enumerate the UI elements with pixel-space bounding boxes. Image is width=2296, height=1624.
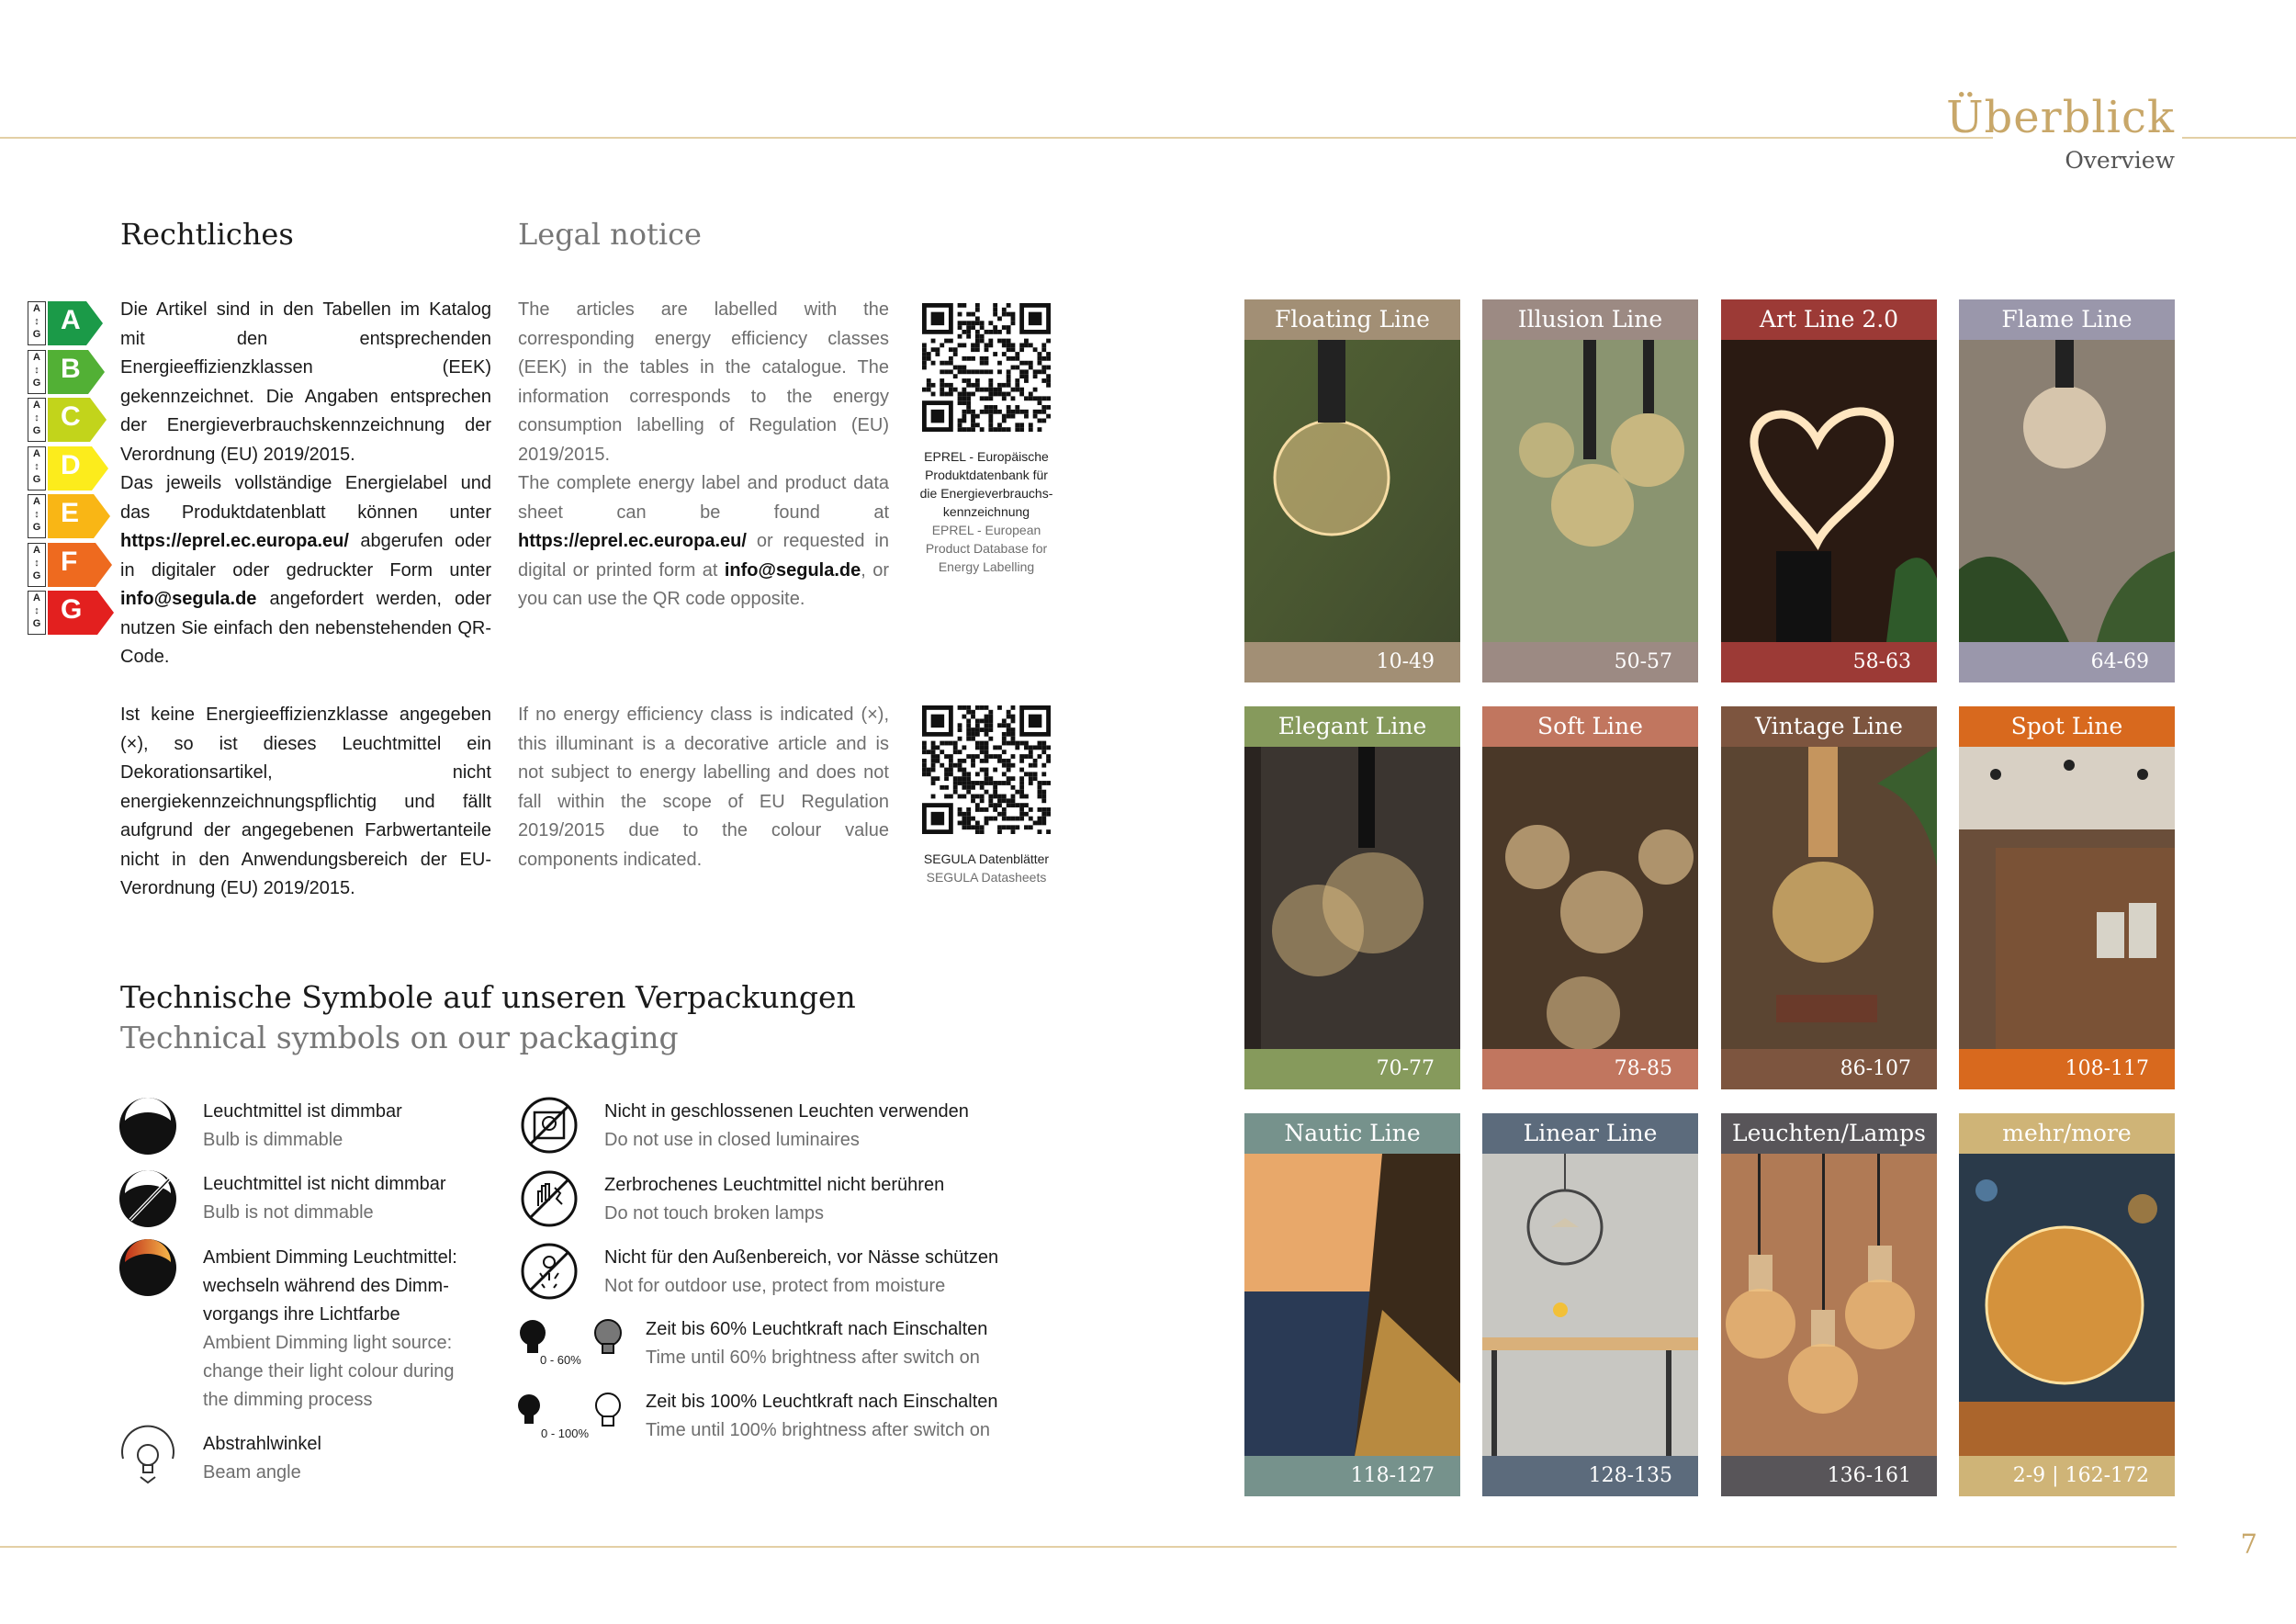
product-line-photo xyxy=(1959,340,2175,642)
no-closed-luminaires-label-de: Nicht in geschlossenen Leuchten verwenden xyxy=(604,1101,969,1122)
product-line-photo xyxy=(1482,1154,1698,1456)
energy-class-range-arrow-icon: ↕ xyxy=(34,460,39,472)
product-line-title: mehr/more xyxy=(1959,1113,2175,1154)
energy-class-range-bottom: G xyxy=(32,473,41,485)
energy-class-arrow-icon xyxy=(48,494,114,538)
product-line-title: Linear Line xyxy=(1482,1113,1698,1154)
legal-de-p2-c: angefordert werden, oder nutzen Sie einfach den nebenstehenden QR-Code. xyxy=(120,589,491,667)
ambient-de-line: vorgangs ihre Lichtfarbe xyxy=(203,1304,400,1325)
page-subtitle: Overview xyxy=(2065,147,2175,174)
product-line-photo xyxy=(1959,747,2175,1049)
product-line-photo xyxy=(1244,1154,1460,1456)
energy-class-letter: E xyxy=(61,498,80,528)
symbols-title-de: Technische Symbole auf unseren Verpackungen xyxy=(120,979,856,1015)
energy-class-range-arrow-icon: ↕ xyxy=(34,316,39,327)
product-line-pages: 70-77 xyxy=(1244,1049,1460,1089)
email-link-de[interactable]: info@segula.de xyxy=(120,589,257,609)
ambient-en-line: the dimming process xyxy=(203,1390,373,1410)
ambient-en-line: Ambient Dimming light source: xyxy=(203,1333,453,1353)
energy-class-range-top: A xyxy=(33,496,40,507)
energy-class-arrow-icon xyxy=(48,350,114,394)
product-line-pages: 118-127 xyxy=(1244,1456,1460,1496)
not-dimmable-icon xyxy=(118,1168,178,1229)
product-line-tile[interactable] xyxy=(1482,299,1698,682)
product-line-photo xyxy=(1482,340,1698,642)
energy-class-f xyxy=(28,543,114,587)
product-line-title: Illusion Line xyxy=(1482,299,1698,340)
beam-angle-icon xyxy=(116,1422,180,1486)
energy-class-range-top: A xyxy=(33,592,40,603)
product-line-pages: 128-135 xyxy=(1482,1456,1698,1496)
energy-class-arrow-icon xyxy=(48,446,114,491)
energy-class-range-arrow-icon: ↕ xyxy=(34,364,39,376)
energy-class-c xyxy=(28,398,114,442)
product-line-title: Flame Line xyxy=(1959,299,2175,340)
product-line-title: Elegant Line xyxy=(1244,706,1460,747)
energy-class-range-box xyxy=(28,301,46,345)
product-line-pages: 2-9 | 162-172 xyxy=(1959,1456,2175,1496)
segula-qr-caption xyxy=(915,850,1058,886)
energy-class-letter: D xyxy=(61,449,81,480)
product-line-tile[interactable] xyxy=(1482,1113,1698,1496)
eprel-qr-caption-en: EPREL - European Product Database for Energy Labelling xyxy=(925,523,1048,574)
beam-angle-label-de: Abstrahlwinkel xyxy=(203,1434,321,1454)
warmup-100-label-en: Time until 100% brightness after switch on xyxy=(646,1420,990,1440)
legal-de-p2-b: abgerufen oder in digitaler oder gedruckter Form unter xyxy=(120,531,491,581)
energy-class-range-bottom: G xyxy=(32,618,41,629)
legal-en-p2-b: or requested in digital or printed form at xyxy=(518,531,890,581)
energy-class-range-arrow-icon: ↕ xyxy=(34,605,39,616)
energy-class-range-bottom: G xyxy=(32,570,41,581)
energy-class-letter: G xyxy=(61,594,83,625)
product-line-title: Floating Line xyxy=(1244,299,1460,340)
product-line-tile[interactable] xyxy=(1721,299,1937,682)
no-outdoor-label-en: Not for outdoor use, protect from moisture xyxy=(604,1276,946,1296)
segula-qr-caption-de: SEGULA Datenblätter xyxy=(923,851,1050,866)
warmup-100-label-de: Zeit bis 100% Leuchtkraft nach Einschalten xyxy=(646,1392,998,1412)
legal-de-paragraph-1: Die Artikel sind in den Tabellen im Katalog mit den entsprechenden Energieeffizienzklassen (EEK) gekennzeichnet. Die Angaben entsprechen der Energieverbrauchskennzeichnung der Verordnung (EU) 2019/2015. xyxy=(120,299,491,465)
energy-class-range-arrow-icon: ↕ xyxy=(34,412,39,423)
dimmable-label-en: Bulb is dimmable xyxy=(203,1130,343,1150)
product-line-pages: 58-63 xyxy=(1721,642,1937,682)
dimmable-label-de: Leuchtmittel ist dimmbar xyxy=(203,1101,402,1122)
product-line-photo xyxy=(1959,1154,2175,1456)
product-line-title: Nautic Line xyxy=(1244,1113,1460,1154)
page-number: 7 xyxy=(2240,1528,2257,1560)
energy-class-arrow-icon xyxy=(48,301,114,345)
header-rule xyxy=(0,137,1993,139)
ambient-dimming-icon xyxy=(118,1237,178,1298)
warmup-100-badge: 0 - 100% xyxy=(541,1427,590,1440)
legal-de-p2-a: Das jeweils vollständige Energielabel und das Produktdatenblatt können unter xyxy=(120,473,491,523)
legal-title-en: Legal notice xyxy=(518,217,702,252)
product-line-photo xyxy=(1721,1154,1937,1456)
product-line-pages: 86-107 xyxy=(1721,1049,1937,1089)
energy-class-e xyxy=(28,494,114,538)
legal-en-paragraph-2 xyxy=(518,469,889,615)
ambient-dimming-label-de xyxy=(203,1244,457,1329)
product-line-photo xyxy=(1482,747,1698,1049)
eprel-qr-caption-de: EPREL - Europäische Produktdatenbank für die Energieverbrauchs-kennzeichnung xyxy=(919,449,1053,519)
product-line-title: Leuchten/Lamps xyxy=(1721,1113,1937,1154)
segula-qr-code[interactable] xyxy=(922,705,1051,834)
product-line-tile[interactable] xyxy=(1959,1113,2175,1496)
product-line-pages: 10-49 xyxy=(1244,642,1460,682)
product-line-tile[interactable] xyxy=(1244,706,1460,1089)
eprel-qr-caption xyxy=(915,447,1058,576)
no-outdoor-icon xyxy=(520,1242,579,1301)
product-line-pages: 136-161 xyxy=(1721,1456,1937,1496)
legal-de-paragraph-2 xyxy=(120,469,491,672)
energy-class-letter: F xyxy=(61,546,78,577)
energy-class-range-arrow-icon: ↕ xyxy=(34,509,39,520)
energy-class-letter: B xyxy=(61,353,81,384)
energy-class-range-box xyxy=(28,494,46,538)
energy-class-range-top: A xyxy=(33,303,40,314)
ambient-de-line: wechseln während des Dimm- xyxy=(203,1276,449,1296)
energy-class-range-bottom: G xyxy=(32,522,41,533)
energy-class-range-top: A xyxy=(33,544,40,556)
ambient-dimming-label-en xyxy=(203,1329,455,1415)
no-touch-broken-label-de: Zerbrochenes Leuchtmittel nicht berühren xyxy=(604,1175,945,1195)
product-line-pages: 64-69 xyxy=(1959,642,2175,682)
product-line-tile[interactable] xyxy=(1244,299,1460,682)
legal-en-p2-c: , or you can use the QR code opposite. xyxy=(518,559,889,609)
symbols-title-en: Technical symbols on our packaging xyxy=(120,1020,679,1055)
no-touch-broken-label-en: Do not touch broken lamps xyxy=(604,1203,825,1224)
energy-class-range-bottom: G xyxy=(32,425,41,436)
energy-class-range-bottom: G xyxy=(32,329,41,340)
energy-class-range-top: A xyxy=(33,351,40,363)
product-line-photo xyxy=(1721,340,1937,642)
energy-class-letter: C xyxy=(61,401,81,432)
no-closed-luminaires-label-en: Do not use in closed luminaires xyxy=(604,1130,860,1150)
product-line-photo xyxy=(1244,747,1460,1049)
legal-en-paragraph-1: The articles are labelled with the corresponding energy efficiency classes (EEK) in the tables in the catalogue. The information corresponds to the energy consumption labelling of Regulation (EU) 2019/2015. xyxy=(518,299,889,465)
energy-class-range-box xyxy=(28,350,46,394)
no-outdoor-label-de: Nicht für den Außenbereich, vor Nässe schützen xyxy=(604,1247,999,1268)
product-line-pages: 50-57 xyxy=(1482,642,1698,682)
energy-class-b xyxy=(28,350,114,394)
segula-qr-caption-en: SEGULA Datasheets xyxy=(926,870,1047,885)
not-dimmable-label-en: Bulb is not dimmable xyxy=(203,1202,374,1223)
product-line-tile[interactable] xyxy=(1721,1113,1937,1496)
product-line-title: Art Line 2.0 xyxy=(1721,299,1937,340)
energy-class-g xyxy=(28,591,114,635)
ambient-en-line: change their light colour during xyxy=(203,1361,455,1382)
legal-title-de: Rechtliches xyxy=(120,217,294,252)
energy-class-range-box xyxy=(28,398,46,442)
energy-class-range-arrow-icon: ↕ xyxy=(34,557,39,569)
product-line-photo xyxy=(1721,747,1937,1049)
energy-class-range-box xyxy=(28,543,46,587)
energy-class-d xyxy=(28,446,114,491)
product-line-tile[interactable] xyxy=(1959,706,2175,1089)
header-rule-right xyxy=(2182,137,2296,139)
product-line-tile[interactable] xyxy=(1244,1113,1460,1496)
product-line-photo xyxy=(1244,340,1460,642)
energy-class-arrow-icon xyxy=(48,398,114,442)
product-line-tile[interactable] xyxy=(1482,706,1698,1089)
eprel-qr-code[interactable] xyxy=(922,303,1051,432)
energy-class-range-box xyxy=(28,591,46,635)
email-link-en[interactable]: info@segula.de xyxy=(724,559,861,581)
dimmable-icon xyxy=(118,1096,178,1156)
legal-en-p2-a: The complete energy label and product data sheet can be found at xyxy=(518,473,889,523)
energy-class-range-box xyxy=(28,446,46,491)
ambient-de-line: Ambient Dimming Leuchtmittel: xyxy=(203,1247,457,1268)
legal-en-paragraph-3: If no energy efficiency class is indicated (×), this illuminant is a decorative article and is not subject to energy labelling and does not fall within the scope of EU Regulation 2019/2015 due to the colour value components indicated. xyxy=(518,705,889,870)
not-dimmable-label-de: Leuchtmittel ist nicht dimmbar xyxy=(203,1174,446,1194)
product-line-title: Vintage Line xyxy=(1721,706,1937,747)
eprel-link-en[interactable]: https://eprel.ec.europa.eu/ xyxy=(518,531,747,551)
warmup-60-badge: 0 - 60% xyxy=(540,1353,581,1367)
product-line-title: Spot Line xyxy=(1959,706,2175,747)
legal-de-paragraph-3: Ist keine Energieeffizienzklasse angegeben (×), so ist dieses Leuchtmittel ein Dekorationsartikel, nicht energiekennzeichnungspflichtig und fällt aufgrund der angegebenen Farbwertanteile nicht in den Anwendungsbereich der EU-Verordnung (EU) 2019/2015. xyxy=(120,705,491,898)
product-line-title: Soft Line xyxy=(1482,706,1698,747)
warmup-60-label-en: Time until 60% brightness after switch on xyxy=(646,1348,980,1368)
warmup-60-label-de: Zeit bis 60% Leuchtkraft nach Einschalten xyxy=(646,1319,988,1339)
product-line-pages: 78-85 xyxy=(1482,1049,1698,1089)
eprel-link-de[interactable]: https://eprel.ec.europa.eu/ xyxy=(120,531,349,551)
product-line-pages: 108-117 xyxy=(1959,1049,2175,1089)
beam-angle-label-en: Beam angle xyxy=(203,1462,301,1483)
energy-class-range-top: A xyxy=(33,400,40,411)
product-line-tile[interactable] xyxy=(1959,299,2175,682)
energy-class-letter: A xyxy=(61,305,81,335)
energy-class-arrow-icon xyxy=(48,543,114,587)
energy-class-range-top: A xyxy=(33,447,40,459)
energy-class-a xyxy=(28,301,114,345)
footer-rule xyxy=(0,1546,2177,1548)
no-touch-broken-icon xyxy=(520,1169,579,1228)
page-title: Überblick xyxy=(1946,92,2175,143)
no-closed-luminaires-icon xyxy=(520,1096,579,1155)
energy-class-range-bottom: G xyxy=(32,377,41,389)
product-line-tile[interactable] xyxy=(1721,706,1937,1089)
